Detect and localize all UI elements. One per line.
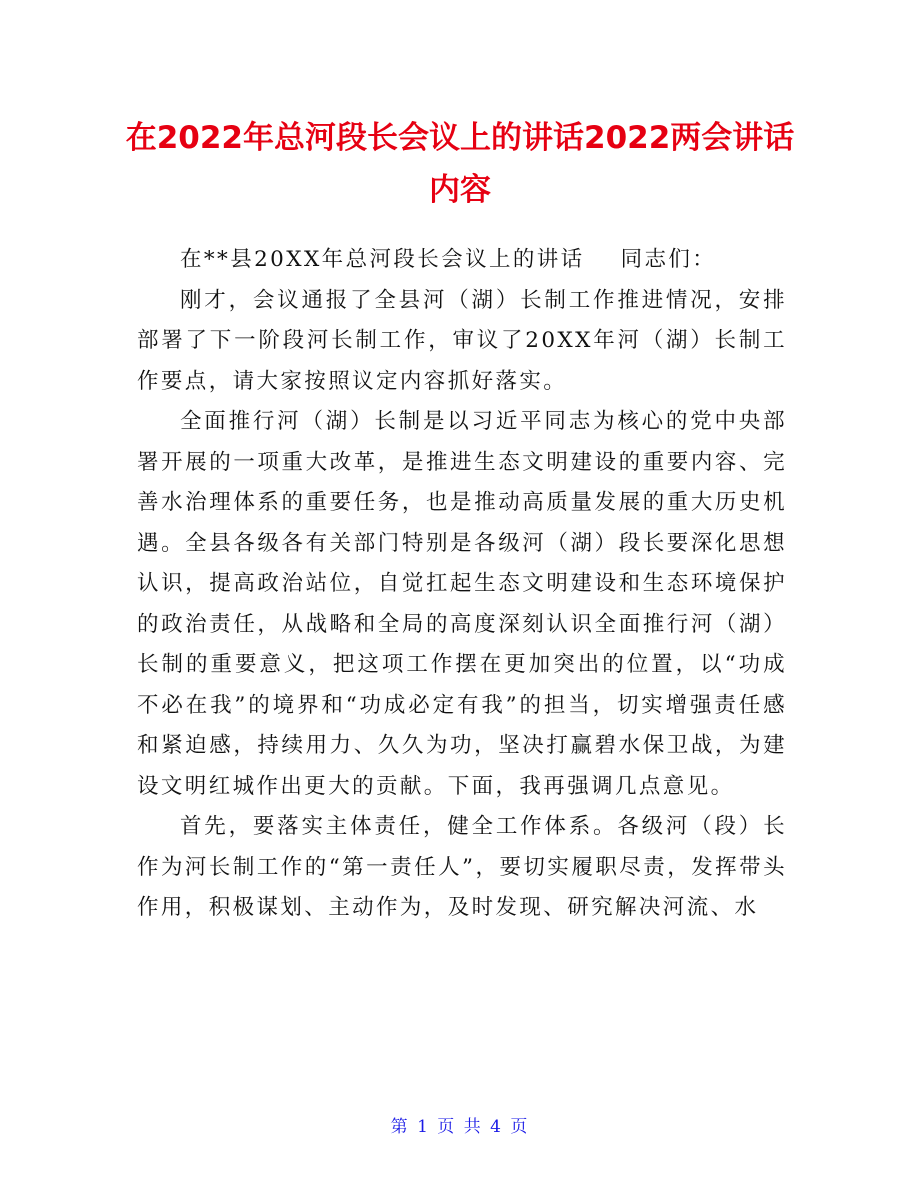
speech-heading: 在**县20XX年总河段长会议上的讲话 [180,247,585,272]
document-title: 在2022年总河段长会议上的讲话2022两会讲话内容 [125,120,795,208]
opening-line [137,240,787,281]
paragraph-2: 全面推行河（湖）长制是以习近平同志为核心的党中央部署开展的一项重大改革，是推进生态文明建设的重要内容、完善水治理体系的重要任务，也是推动高质量发展的重大历史机遇。全县各级各有关部门特别是各级河（湖）段长要深化思想认识，提高政治站位，自觉扛起生态文明建设和生态环境保护的政治责任，从战略和全局的高度深刻认识全面推行河（湖）长制的重要意义，把这项工作摆在更加突出的位置，以“功成不必在我”的境界和“功成必定有我”的担当，切实增强责任感和紧迫感，持续用力、久久为功，坚决打赢碧水保卫战，为建设文明红城作出更大的贡献。下面，我再强调几点意见。 [137,409,787,799]
paragraph-3: 首先，要落实主体责任，健全工作体系。各级河（段）长作为河长制工作的“第一责任人”，要切实履职尽责，发挥带头作用，积极谋划、主动作为，及时发现、研究解决河流、水 [137,814,787,920]
page-number-footer: 第 1 页 共 4 页 [390,1117,530,1137]
document-body [137,240,787,929]
salutation: 同志们： [620,247,717,272]
paragraph-1: 刚才，会议通报了全县河（湖）长制工作推进情况，安排部署了下一阶段河长制工作，审议了20XX年河（湖）长制工作要点，请大家按照议定内容抓好落实。 [137,287,787,394]
